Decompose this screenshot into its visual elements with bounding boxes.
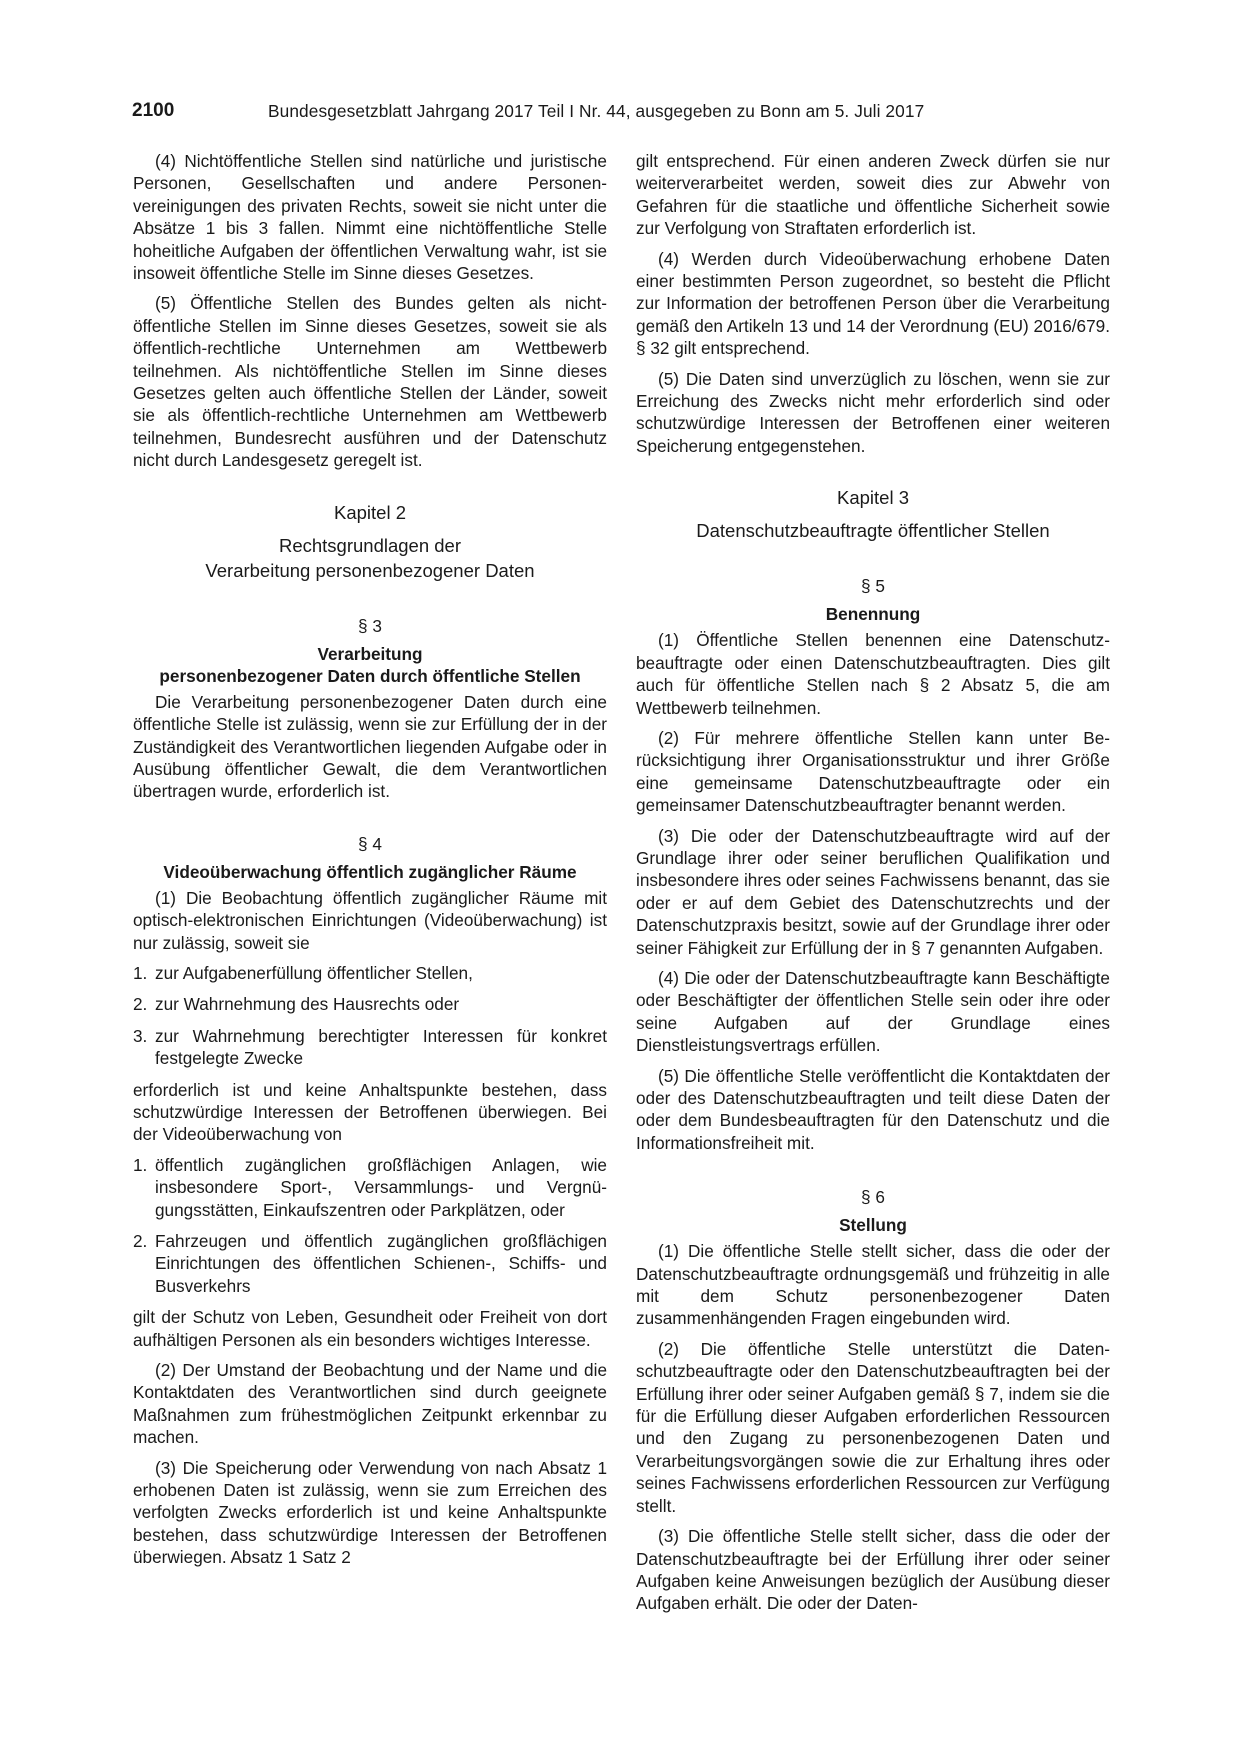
paragraph: (3) Die oder der Datenschutzbeauftragte wird auf der Grundlage ihrer oder seiner beruflichen Qualifikation und insbesondere ihres oder seines Fachwissens benannt, das sie oder er auf dem Gebiet des Datenschutzrechts und der Datenschutzpraxis besitzt, sowie auf der Grundlage ihrer oder seiner Fähigkeit zur Erfüllung der in § 7 genannten Aufgaben. — [636, 825, 1110, 958]
section-number: § 6 — [861, 1187, 885, 1208]
list-item: 3. zur Wahrnehmung berechtigter Interessen für konkret festgelegte Zwecke — [133, 1025, 607, 1069]
enumeration — [133, 962, 607, 1070]
running-head: Bundesgesetzblatt Jahrgang 2017 Teil I Nr. 44, ausgegeben zu Bonn am 5. Juli 2017 — [268, 101, 925, 121]
paragraph: (4) Werden durch Videoüberwachung erhobene Daten einer bestimmten Person zugeordnet, so besteht die Pflicht zur Information der betroffenen Person über die Verarbeitung gemäß den Artikeln 13 und 14 der Verordnung (EU) 2016/679. § 32 gilt entsprechend. — [636, 248, 1110, 359]
chapter-heading — [133, 500, 607, 583]
paragraph: (1) Öffentliche Stellen benennen eine Datenschutzbeauftragte oder einen Datenschutzbeauftragten. Dies gilt auch für öffentliche Stellen nach § 2 Absatz 5, die am Wettbewerb teilnehmen. — [636, 630, 1110, 718]
chapter-number: Kapitel 3 — [837, 487, 909, 509]
enumeration — [133, 1154, 607, 1297]
chapter-number: Kapitel 2 — [334, 501, 406, 523]
section-title: Benennung — [825, 604, 921, 625]
list-item: 1. zur Aufgabenerfüllung öffentlicher Stellen, — [133, 962, 473, 983]
section-number: § 4 — [358, 833, 382, 854]
paragraph: (2) Der Umstand der Beobachtung und der Name und die Kontaktdaten des Verantwortlichen sind durch geeignete Maßnahmen zum frühestmöglichen Zeitpunkt erkennbar zu machen. — [133, 1360, 607, 1448]
paragraph: (2) Für mehrere öffentliche Stellen kann unter Berücksichtigung ihrer Organisationsstruktur und ihrer Größe eine gemeinsame Datenschutzbeauftragte oder ein gemeinsamer Datenschutzbeauftragter benannt werden. — [636, 727, 1110, 816]
section-title-line: Verarbeitung — [317, 643, 423, 664]
paragraph: (3) Die öffentliche Stelle stellt sicher, dass die oder der Datenschutzbeauftragte bei der Erfüllung ihrer oder seiner Aufgaben keine Anweisungen bezüglich der Ausübung dieser Aufgaben erhält. Die oder der Daten- — [636, 1526, 1110, 1614]
paragraph: erforderlich ist und keine Anhaltspunkte bestehen, dass schutzwürdige Interessen der Betroffenen überwiegen. Bei der Videoüberwachung von — [133, 1079, 607, 1145]
paragraph: gilt der Schutz von Leben, Gesundheit oder Freiheit von dort aufhältigen Personen als ein besonders wichtiges Interesse. — [133, 1307, 607, 1350]
section-title: Stellung — [839, 1215, 907, 1236]
paragraph: (5) Die Daten sind unverzüglich zu löschen, wenn sie zur Erreichung des Zwecks nicht mehr erforderlich sind oder schutzwürdige Interessen der Betroffenen einer weiteren Speicherung entgegenstehen. — [636, 368, 1110, 456]
page-header — [132, 100, 1110, 126]
chapter-title-line: Verarbeitung personenbezogener Daten — [205, 559, 535, 581]
chapter-title: Datenschutzbeauftragte öffentlicher Stellen — [696, 520, 1050, 542]
section-number: § 3 — [358, 615, 382, 636]
list-item: 2. zur Wahrnehmung des Hausrechts oder — [133, 994, 460, 1015]
paragraph: Die Verarbeitung personenbezogener Daten durch eine öffentliche Stelle ist zulässig, wenn sie zur Erfüllung der in der Zuständigkeit des Verantwortlichen liegenden Aufgabe oder in Ausübung öffentlicher Gewalt, die dem Verantwortlichen übertragen wurde, erforderlich ist. — [133, 691, 607, 802]
section-title-line: personenbezogener Daten durch öffentliche Stellen — [159, 665, 581, 686]
chapter-heading — [636, 485, 1110, 543]
list-item: 2. Fahrzeugen und öffentlich zugänglichen großflächigen Einrichtungen des öffentlichen Schienen-, Schiffs- und Busverkehrs — [133, 1231, 607, 1296]
section-number: § 5 — [861, 576, 885, 597]
paragraph: (1) Die Beobachtung öffentlich zugänglicher Räume mit optisch-elektronischen Einrichtungen (Videoüberwachung) ist nur zulässig, soweit sie — [133, 887, 607, 953]
paragraph: (3) Die Speicherung oder Verwendung von nach Absatz 1 erhobenen Daten ist zulässig, wenn sie zum Erreichen des verfolgten Zwecks erforderlich ist und keine Anhaltspunkte bestehen, dass schutzwürdige Interessen der Betroffenen überwiegen. Absatz 1 Satz 2 — [133, 1457, 607, 1568]
right-column — [636, 150, 1110, 1623]
left-column — [133, 150, 607, 1577]
list-item: 1. öffentlich zugänglichen großflächigen Anlagen, wie insbesondere Sport-, Versammlungs- und Vergnügungsstätten, Einkaufszentren oder Parkplätzen, oder — [133, 1154, 607, 1220]
paragraph: (4) Die oder der Datenschutzbeauftragte kann Beschäftigte oder Beschäftigter der öffentlichen Stelle sein oder ihre oder seine Aufgaben auf der Grundlage eines Dienstleistungsvertrags erfüllen. — [636, 967, 1110, 1056]
page-number: 2100 — [132, 100, 175, 121]
paragraph: gilt entsprechend. Für einen anderen Zweck dürfen sie nur weiterverarbeitet werden, soweit dies zur Abwehr von Gefahren für die staatliche und öffentliche Sicherheit sowie zur Verfolgung von Straftaten erforderlich ist. — [636, 151, 1110, 239]
paragraph: (2) Die öffentliche Stelle unterstützt die Datenschutzbeauftragte oder den Datenschutzbeauftragten bei der Erfüllung ihrer oder seiner Aufgaben gemäß § 7, indem sie die für die Erfüllung dieser Aufgaben erforderlichen Ressourcen und den Zugang zu personenbezogenen Daten und Verarbeitungsvorgängen sowie die zur Erhaltung ihres oder seines Fachwissens erforderlichen Ressourcen zur Verfügung stellt. — [636, 1338, 1110, 1516]
paragraph: (1) Die öffentliche Stelle stellt sicher, dass die oder der Datenschutzbeauftragte ordnungsgemäß und frühzeitig in alle mit dem Schutz personenbezogener Daten zusammenhängenden Fragen eingebunden wird. — [636, 1241, 1110, 1329]
chapter-title-line: Rechtsgrundlagen der — [278, 534, 462, 556]
paragraph: (5) Die öffentliche Stelle veröffentlicht die Kontaktdaten der oder des Datenschutzbeauftragten und teilt diese Daten der oder dem Bundesbeauftragten für den Datenschutz und die Informationsfreiheit mit. — [636, 1065, 1110, 1153]
section-title: Videoüberwachung öffentlich zugänglicher Räume — [163, 861, 577, 882]
paragraph: (4) Nichtöffentliche Stellen sind natürliche und juristische Personen, Gesellschaften und andere Personenvereinigungen des privaten Rechts, soweit sie nicht unter die Absätze 1 bis 3 fallen. Nimmt eine nichtöffentliche Stelle hoheitliche Aufgaben der öffentlichen Verwaltung wahr, ist sie insoweit öffentliche Stelle im Sinne dieses Gesetzes. — [133, 151, 607, 284]
paragraph: (5) Öffentliche Stellen des Bundes gelten als nichtöffentliche Stellen im Sinne dieses Gesetzes, soweit sie als öffentlich-rechtliche Unternehmen am Wettbewerb teilnehmen. Als nichtöffentliche Stellen im Sinne dieses Gesetzes gelten auch öffentliche Stellen der Länder, soweit sie als öffentlich-rechtliche Unternehmen am Wettbewerb teilnehmen, Bundesrecht ausführen und der Datenschutz nicht durch Landesgesetz geregelt ist. — [133, 293, 607, 471]
